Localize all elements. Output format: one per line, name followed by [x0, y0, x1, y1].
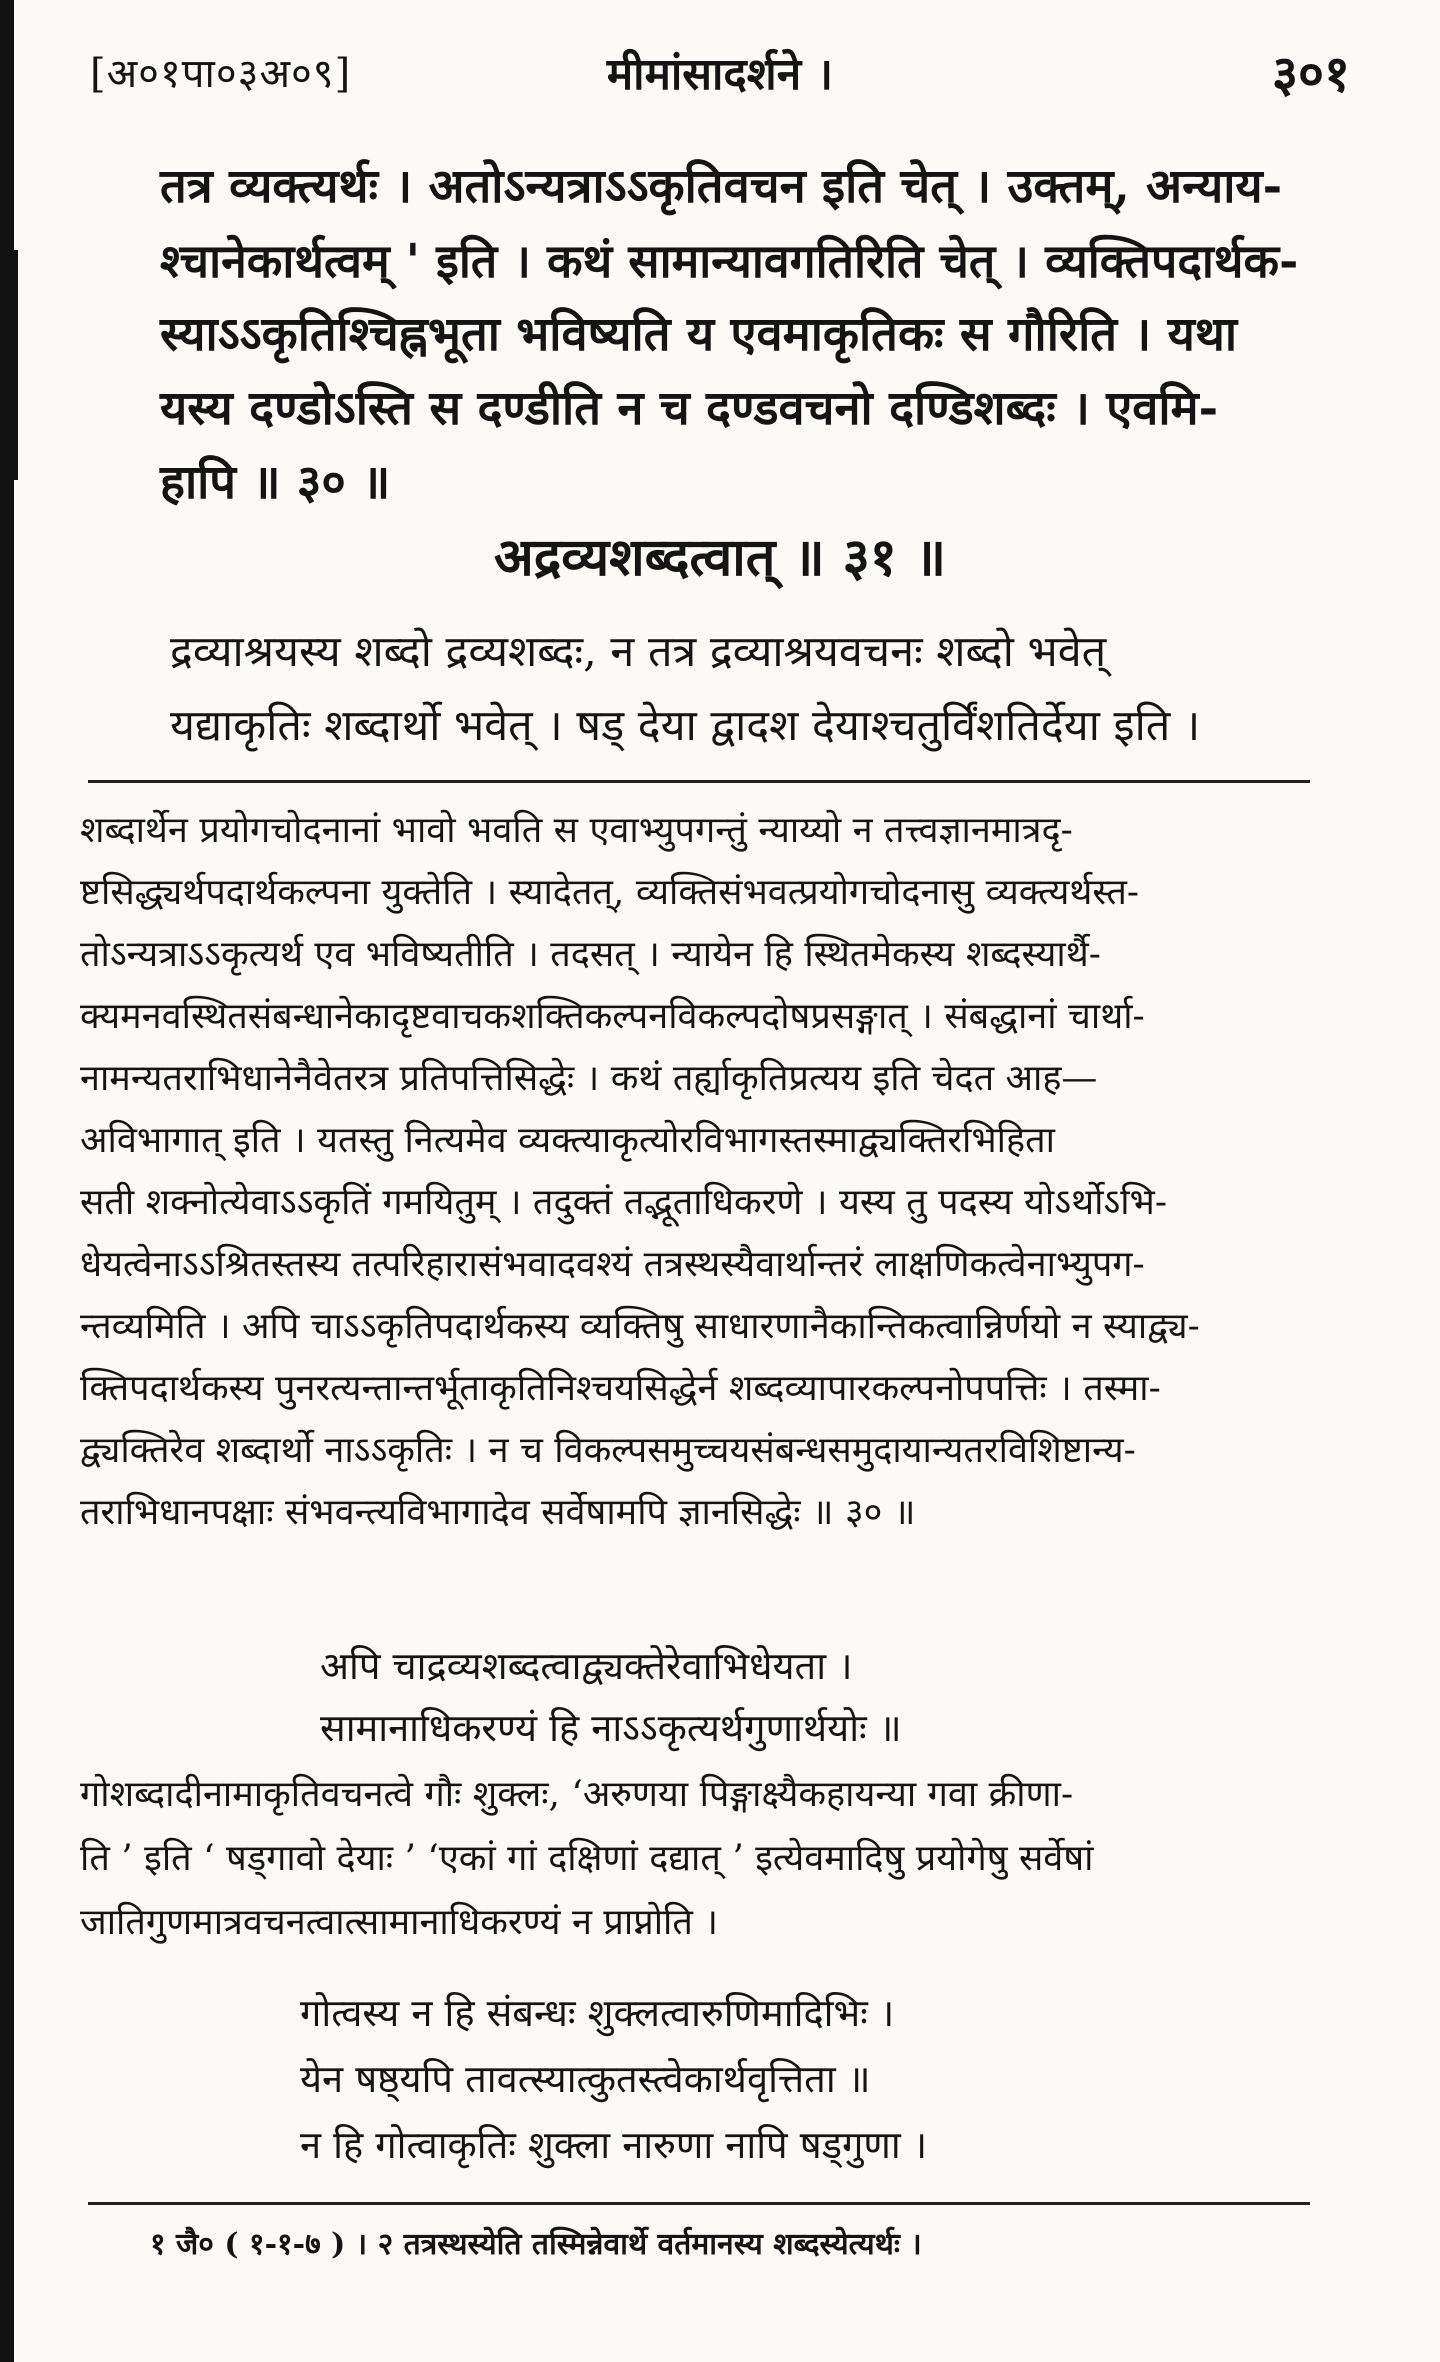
text-line: क्यमनवस्थितसंबन्धानेकादृष्टवाचकशक्तिकल्पनविकल्पदोषप्रसङ्गात् । संबद्धानां चार्था- — [80, 996, 1145, 1037]
footnote: १ जै० ( १-१-७ ) । २ तत्रस्थस्येति तस्मिन्नेवार्थे वर्तमानस्य शब्दस्येत्यर्थः । — [150, 2227, 922, 2262]
book-title: मीमांसादर्शने । — [606, 49, 834, 100]
text-line: सती शक्नोत्येवाऽऽकृतिं गमयितुम् । तदुक्तं तद्भूताधिकरणे । यस्य तु पदस्य योऽर्थोऽभि- — [80, 1182, 1168, 1223]
running-header — [90, 38, 1350, 108]
bhashya-text — [170, 615, 1320, 763]
text-line: द्रव्याश्रयस्य शब्दो द्रव्यशब्दः, न तत्र द्रव्याश्रयवचनः शब्दो भवेत् — [170, 627, 1107, 677]
text-line: हापि ॥ ३० ॥ — [160, 455, 391, 510]
verse-line: अपि चाद्रव्यशब्दत्वाद्व्यक्तेरेवाभिधेयता । — [320, 1644, 853, 1688]
verse-line: गोत्वस्य न हि संबन्धः शुक्लत्वारुणिमादिभिः । — [300, 1991, 895, 2035]
text-line: अविभागात् इति । यतस्तु नित्यमेव व्यक्त्याकृत्योरविभागस्तस्माद्व्यक्तिरभिहिता — [80, 1120, 1055, 1161]
footnote-divider — [88, 2202, 1310, 2205]
sutra-heading: अद्रव्यशब्दत्वात् ॥ ३१ ॥ — [493, 527, 947, 588]
verse-line: न हि गोत्वाकृतिः शुक्ला नारुणा नापि षड्गुणा । — [300, 2123, 928, 2167]
section-divider — [88, 780, 1310, 783]
text-line: जातिगुणमात्रवचनत्वात्सामानाधिकरण्यं न प्राप्नोति । — [80, 1902, 718, 1943]
verse-line: सामानाधिकरण्यं हि नाऽऽकृत्यर्थगुणार्थयोः ॥ — [320, 1706, 902, 1750]
text-line: श्चानेकार्थत्वम् ' इति । कथं सामान्यावगतिरिति चेत् । व्यक्तिपदार्थक- — [160, 234, 1299, 288]
text-line: द्व्यक्तिरेव शब्दार्थो नाऽऽकृतिः । न च विकल्पसमुच्चयसंबन्धसमुदायान्यतरविशिष्टान्य- — [80, 1430, 1136, 1471]
text-line: शब्दार्थेन प्रयोगचोदनानां भावो भवति स एवाभ्युपगन्तुं न्याय्यो न तत्त्वज्ञानमात्रदृ- — [80, 810, 1073, 851]
verse-line: येन षष्ठ्यपि तावत्स्यात्कुतस्त्वेकार्थवृत्तिता ॥ — [300, 2057, 871, 2101]
text-line: यद्याकृतिः शब्दार्थो भवेत् । षड् देया द्वादश देयाश्चतुर्विंशतिर्देया इति । — [170, 701, 1201, 751]
text-line: स्याऽऽकृतिश्चिह्नभूता भविष्यति य एवमाकृतिकः स गौरिति । यथा — [160, 307, 1238, 362]
chapter-reference: [अ०१पा०३अ०९] — [90, 51, 352, 97]
text-line: न्तव्यमिति । अपि चाऽऽकृतिपदार्थकस्य व्यक्तिषु साधारणानैकान्तिकत्वान्निर्णयो न स्याद्व्य- — [80, 1306, 1200, 1347]
text-line: क्तिपदार्थकस्य पुनरत्यन्तान्तर्भूताकृतिनिश्चयसिद्धेर्न शब्दव्यापारकल्पनोपपत्तिः । तस्मा- — [80, 1368, 1161, 1409]
text-line: गोशब्दादीनामाकृतिवचनत्वे गौः शुक्लः, ‘अरुणया पिङ्गाक्ष्यैकहायन्या गवा क्रीणा- — [80, 1774, 1074, 1815]
scan-margin-mark — [0, 250, 18, 480]
text-line: तत्र व्यक्त्यर्थः । अतोऽन्यत्राऽऽकृतिवचन इति चेत् । उक्तम्, अन्याय- — [160, 159, 1283, 214]
sutra-commentary — [160, 150, 1310, 520]
text-line: यस्य दण्डोऽस्ति स दण्डीति न च दण्डवचनो दण्डिशब्दः । एवमि- — [160, 381, 1219, 436]
text-line: तराभिधानपक्षाः संभवन्त्यविभागादेव सर्वेषामपि ज्ञानसिद्धेः ॥ ३० ॥ — [80, 1492, 916, 1533]
prose-paragraph — [80, 1763, 1340, 1955]
verse-block — [300, 1980, 1250, 2178]
verse-block — [320, 1635, 1220, 1759]
text-line: ष्टसिद्ध्यर्थपदार्थकल्पना युक्तेति । स्यादेतत्, व्यक्तिसंभवत्प्रयोगचोदनासु व्यक्त्यर्थस्त- — [80, 872, 1140, 913]
text-line: ति ’ इति ‘ षड्गावो देयाः ’ ‘एकां गां दक्षिणां दद्यात् ’ इत्येवमादिषु प्रयोगेषु सर्वेषां — [80, 1838, 1094, 1879]
text-line: धेयत्वेनाऽऽश्रितस्तस्य तत्परिहारासंभवादवश्यं तत्रस्थस्यैवार्थान्तरं लाक्षणिकत्वेनाभ्युपग- — [80, 1244, 1145, 1285]
page-number: ३०१ — [1272, 44, 1350, 103]
text-line: तोऽन्यत्राऽऽकृत्यर्थ एव भविष्यतीति । तदसत् । न्यायेन हि स्थितमेकस्य शब्दस्यार्थै- — [80, 934, 1101, 975]
text-line: नामन्यतराभिधानेनैवेतरत्र प्रतिपत्तिसिद्धेः । कथं तर्ह्याकृतिप्रत्यय इति चेदत आह— — [80, 1058, 1098, 1099]
tika-commentary — [80, 800, 1340, 1544]
